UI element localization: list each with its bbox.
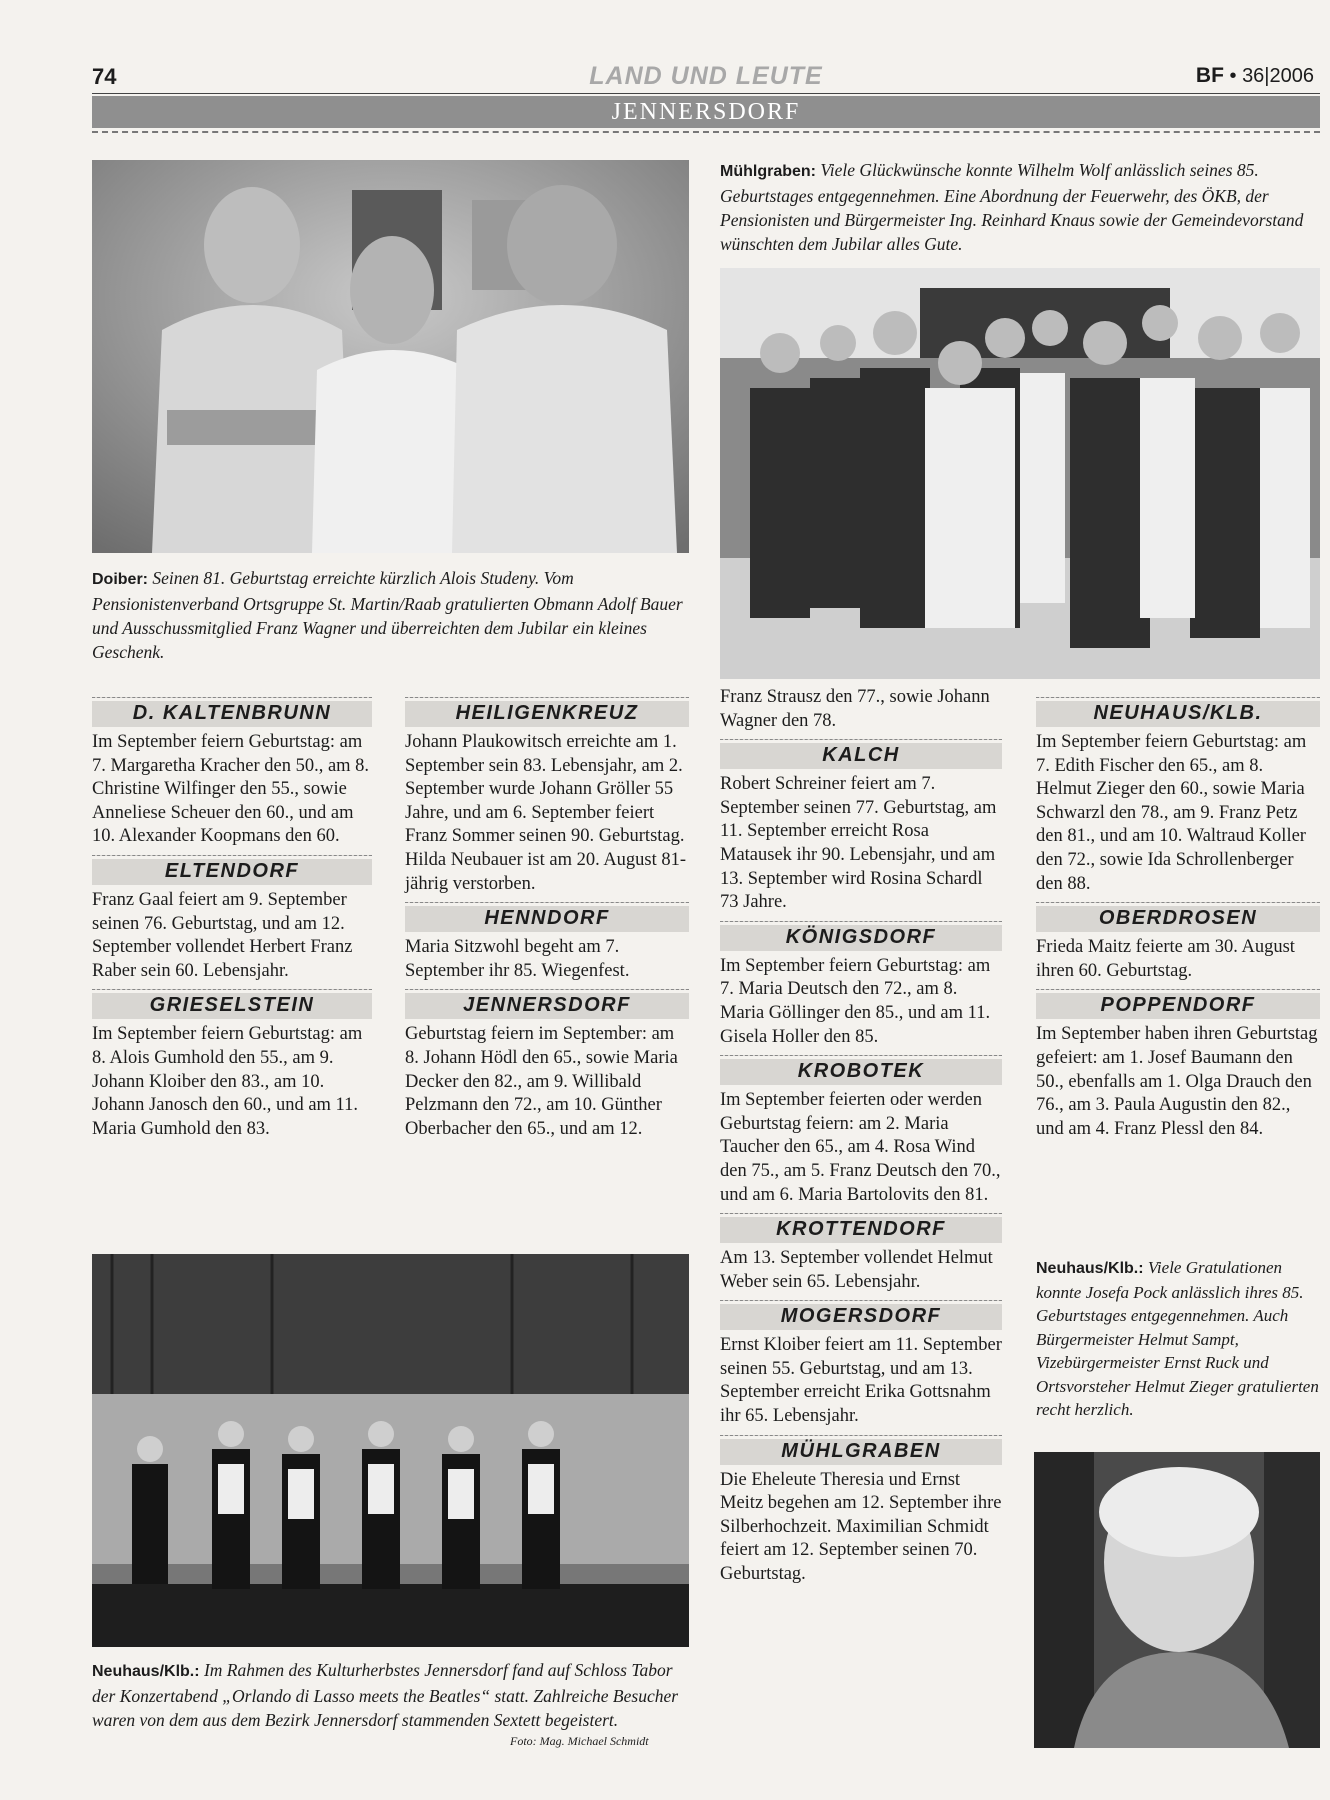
section-heading: MÜHLGRABEN xyxy=(720,1435,1002,1465)
section-text: Geburtstag feiern im September: am 8. Johann Hödl den 65., sowie Maria Decker den 82., am 9. Willibald Pelzmann den 72., am 10. Günther Oberbacher den 65., und am 12. xyxy=(405,1024,678,1139)
section-text: Im September haben ihren Geburtstag gefeiert: am 1. Josef Baumann den 50., ebenfalls am 1. Olga Drauch den 76., am 3. Paula Augustin den 82., und am 4. Franz Plessl den 84. xyxy=(1036,1024,1318,1139)
column-4 xyxy=(1036,697,1320,1141)
section-text: Im September feiern Geburtstag: am 7. Margaretha Kracher den 50., am 8. Christine Wilfinger den 55., sowie Anneliese Scheuer den 60., und am 10. Alexander Koopmans den 60. xyxy=(92,732,370,847)
photo-portrait xyxy=(1034,1452,1320,1748)
section-text: Robert Schreiner feiert am 7. September seinen 77. Geburtstag, am 11. September erreicht Rosa Matausek ihr 90. Lebensjahr, und am 13. September wird Rosina Schardl 73 Jahre. xyxy=(720,774,997,913)
section-heading: D. KALTENBRUNN xyxy=(92,697,372,727)
caption-place: Neuhaus/Klb.: xyxy=(1036,1260,1144,1277)
page-number: 74 xyxy=(92,64,117,89)
photo-credit: Foto: Mag. Michael Schmidt xyxy=(510,1734,649,1748)
column-2 xyxy=(405,697,689,1141)
caption-muehlgraben xyxy=(720,158,1320,256)
section-text: Maria Sitzwohl begeht am 7. September ihr 85. Wiegenfest. xyxy=(405,937,630,981)
section-heading: GRIESELSTEIN xyxy=(92,989,372,1019)
issue-number: 36|2006 xyxy=(1242,65,1314,87)
issue-info xyxy=(1196,64,1314,88)
section-divider xyxy=(92,131,1320,133)
section-heading: KROTTENDORF xyxy=(720,1213,1002,1243)
publication-name: BF xyxy=(1195,64,1224,87)
issue-separator: • xyxy=(1229,65,1237,87)
caption-text: Seinen 81. Geburtstag erreichte kürzlich Alois Studeny. Vom Pensionistenverband Ortsgruppe St. Martin/Raab gratulierten Obmann Adolf Bauer und Ausschussmitglied Franz Wagner und überreichten dem Jubilar ein kleines Geschenk. xyxy=(92,568,683,662)
section-heading: OBERDROSEN xyxy=(1036,902,1320,932)
header-rule xyxy=(92,93,1320,94)
section-text: Franz Gaal feiert am 9. September seinen 76. Geburtstag, und am 12. September vollendet Herbert Franz Raber sein 60. Lebensjahr. xyxy=(92,889,353,981)
column-1 xyxy=(92,697,372,1141)
section-text: Im September feiern Geburtstag: am 7. Maria Deutsch den 72., am 8. Maria Göllinger den 85., und am 11. Gisela Holler den 85. xyxy=(720,955,991,1047)
caption-concert xyxy=(92,1658,692,1732)
section-text: Frieda Maitz feierte am 30. August ihren 60. Geburtstag. xyxy=(1036,937,1295,981)
caption-text: Im Rahmen des Kulturherbstes Jennersdorf fand auf Schloss Tabor der Konzertabend „Orlando di Lasso meets the Beatles“ statt. Zahlreiche Besucher waren von dem aus dem Bezirk Jennersdorf stammenden Sextett begeistert. xyxy=(92,1660,679,1730)
section-text: Die Eheleute Theresia und Ernst Meitz begehen am 12. September ihre Silberhochzeit. Maximilian Schmidt feiert am 12. September seinen 70. Geburtstag. xyxy=(720,1469,1002,1585)
section-heading: KROBOTEK xyxy=(720,1055,1002,1085)
section-text: Im September feiern Geburtstag: am 8. Alois Gumhold den 55., am 9. Johann Kloiber den 83., am 10. Johann Janosch den 60., und am 11. Maria Gumhold den 83. xyxy=(92,1024,363,1139)
section-text: Franz Strausz den 77., sowie Johann Wagner den 78. xyxy=(720,687,990,731)
section-heading: MOGERSDORF xyxy=(720,1300,1002,1330)
column-3 xyxy=(720,686,1002,1587)
caption-place: Mühlgraben: xyxy=(720,163,816,180)
caption-place: Neuhaus/Klb.: xyxy=(92,1663,200,1680)
caption-place: Doiber: xyxy=(92,571,148,588)
section-text-extra: Hilda Neubauer ist am 20. August 81-jährig verstorben. xyxy=(405,849,687,894)
section-text: Ernst Kloiber feiert am 11. September seinen 55. Geburtstag, und am 13. September erreicht Erika Gottsnahm ihr 65. Lebensjahr. xyxy=(720,1335,1002,1427)
photo-muehlgraben xyxy=(720,268,1320,679)
section-heading: HENNDORF xyxy=(405,902,689,932)
section-heading: KALCH xyxy=(720,739,1002,769)
section-heading: POPPENDORF xyxy=(1036,989,1320,1019)
section-text: Am 13. September vollendet Helmut Weber sein 65. Lebensjahr. xyxy=(720,1248,993,1292)
photo-doiber xyxy=(92,160,689,553)
section-heading: KÖNIGSDORF xyxy=(720,921,1002,951)
section-text: Johann Plaukowitsch erreichte am 1. September sein 83. Lebensjahr, am 2. September wurde Johann Gröller 55 Jahre, und am 6. September feiert Franz Sommer seinen 90. Geburtstag. xyxy=(405,732,685,847)
section-text: Im September feiern Geburtstag: am 7. Edith Fischer den 65., am 8. Helmut Zieger den 60., sowie Maria Schwarzl den 78., am 9. Franz Petz den 81., und am 10. Waltraud Koller den 72., sowie Ida Schrollenberger den 88. xyxy=(1036,732,1307,894)
caption-doiber xyxy=(92,566,692,664)
rubric-title: LAND UND LEUTE xyxy=(589,62,823,90)
page-header xyxy=(92,62,1320,94)
caption-text: Viele Glückwünsche konnte Wilhelm Wolf anlässlich seines 85. Geburtstages entgegennehmen. Eine Abordnung der Feuerwehr, des ÖKB, der Pensionisten und Bürgermeister Ing. Reinhard Knaus sowie der Gemeindevorstand wünschten dem Jubilar alles Gute. xyxy=(720,160,1304,254)
photo-concert xyxy=(92,1254,689,1647)
section-heading: NEUHAUS/KLB. xyxy=(1036,697,1320,727)
section-title: JENNERSDORF xyxy=(92,96,1320,128)
section-heading: JENNERSDORF xyxy=(405,989,689,1019)
caption-portrait xyxy=(1036,1256,1320,1422)
section-text: Im September feierten oder werden Geburtstag feiern: am 2. Maria Taucher den 65., am 4. Rosa Wind den 75., am 5. Franz Deutsch den 70., und am 6. Maria Bartolovits den 81. xyxy=(720,1090,1001,1205)
section-heading: HEILIGENKREUZ xyxy=(405,697,689,727)
section-heading: ELTENDORF xyxy=(92,855,372,885)
caption-text: Viele Gratulationen konnte Josefa Pock anlässlich ihres 85. Geburtstages entgegennehmen. Auch Bürgermeister Helmut Sampt, Vizebürgermeister Ernst Ruck und Ortsvorsteher Helmut Zieger gratulierten recht herzlich. xyxy=(1036,1258,1319,1419)
